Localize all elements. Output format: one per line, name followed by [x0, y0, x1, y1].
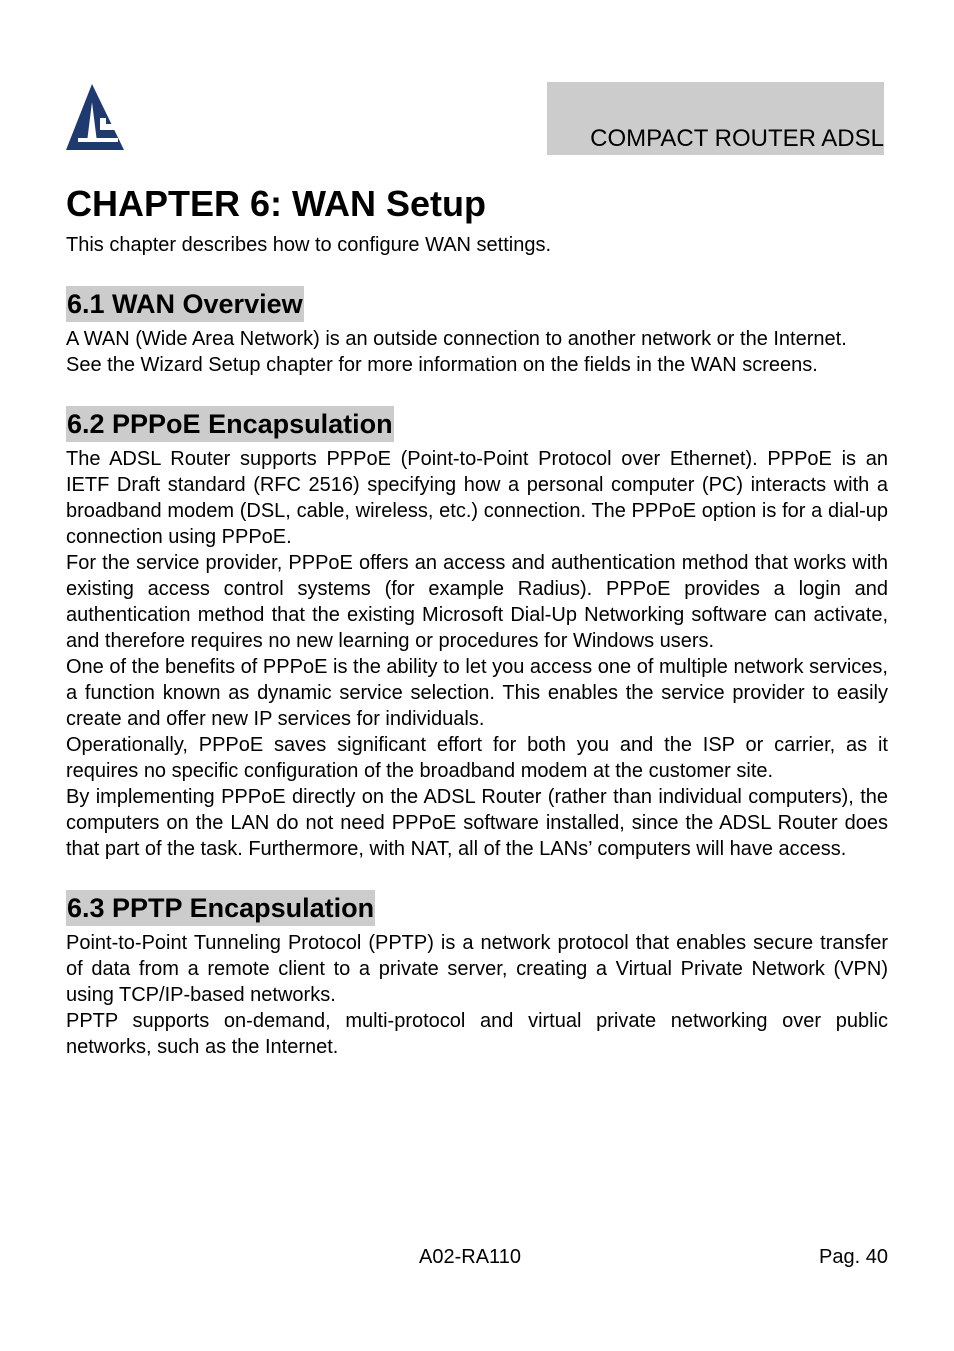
paragraph: By implementing PPPoE directly on the ADSL Router (rather than individual computers), the computers on the LAN do not need PPPoE software installed, since the ADSL Router does that part of the task. Furthermore, with NAT, all of the LANs’ computers will have access. [66, 786, 888, 860]
paragraph: A WAN (Wide Area Network) is an outside connection to another network or the Internet. [66, 328, 847, 350]
page-number: Pag. 40 [819, 1246, 888, 1268]
section-wan-overview [66, 286, 888, 378]
page-content [66, 180, 888, 1060]
section-title: 6.3 PPTP Encapsulation [66, 890, 375, 926]
product-name: COMPACT ROUTER ADSL [590, 125, 884, 152]
paragraph: Point-to-Point Tunneling Protocol (PPTP) is a network protocol that enables secure transfer of data from a remote client to a private server, creating a Virtual Private Network (VPN) using TCP/IP-based networks. [66, 932, 888, 1006]
paragraph: The ADSL Router supports PPPoE (Point-to-Point Protocol over Ethernet). PPPoE is an IETF Draft standard (RFC 2516) specifying how a personal computer (PC) interacts with a broadband modem (DSL, cable, wireless, etc.) connection. The PPPoE option is for a dial-up connection using PPPoE. [66, 448, 888, 548]
section-title: 6.2 PPPoE Encapsulation [66, 406, 394, 442]
paragraph: For the service provider, PPPoE offers an access and authentication method that works with existing access control systems (for example Radius). PPPoE provides a login and authentication method that the existing Microsoft Dial-Up Networking software can activate, and therefore requires no new learning or procedures for Windows users. [66, 552, 888, 652]
chapter-title: CHAPTER 6: WAN Setup [66, 183, 487, 224]
document-code: A02-RA110 [419, 1246, 521, 1268]
atlantis-land-logo-icon [66, 82, 124, 150]
section-title: 6.1 WAN Overview [66, 286, 304, 322]
chapter-intro: This chapter describes how to configure WAN settings. [66, 234, 552, 256]
section-pppoe-encapsulation [66, 406, 888, 862]
section-pptp-encapsulation [66, 890, 888, 1060]
paragraph: See the Wizard Setup chapter for more information on the fields in the WAN screens. [66, 354, 818, 376]
product-name-box [547, 82, 884, 155]
paragraph: Operationally, PPPoE saves significant effort for both you and the ISP or carrier, as it requires no specific configuration of the broadband modem at the customer site. [66, 734, 888, 782]
paragraph: PPTP supports on-demand, multi-protocol and virtual private networking over public networks, such as the Internet. [66, 1010, 888, 1058]
paragraph: One of the benefits of PPPoE is the ability to let you access one of multiple network services, a function known as dynamic service selection. This enables the service provider to easily create and offer new IP services for individuals. [66, 656, 888, 730]
